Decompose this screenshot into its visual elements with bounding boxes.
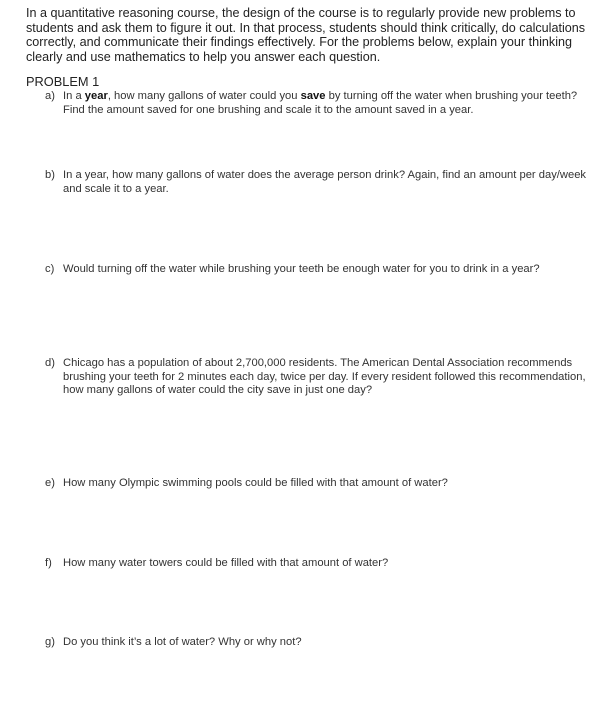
question-letter: e) xyxy=(45,477,55,489)
question-text: In a year, how many gallons of water could you save by turning off the water when brushing your teeth? Find the amount saved for one brushing and scale it to the amount saved in a year. xyxy=(63,90,578,116)
question-text: Do you think it’s a lot of water? Why or why not? xyxy=(63,636,302,648)
question-text: In a year, how many gallons of water does the average person drink? Again, find an amount per day/week and scale it to a year. xyxy=(63,169,587,195)
question-e xyxy=(45,477,597,491)
question-text: Would turning off the water while brushing your teeth be enough water for you to drink in a year? xyxy=(63,263,540,275)
question-c xyxy=(45,263,597,277)
question-letter: d) xyxy=(45,357,55,369)
question-g xyxy=(45,636,597,650)
intro-paragraph: In a quantitative reasoning course, the design of the course is to regularly provide new problems to students and ask them to figure it out. In that process, students should think critically, do calculations correctly, and communicate their findings effectively. For the problems below, explain your thinking clearly and use mathematics to help you answer each question. xyxy=(26,6,586,64)
question-text: How many Olympic swimming pools could be filled with that amount of water? xyxy=(63,477,448,489)
question-text: How many water towers could be filled with that amount of water? xyxy=(63,557,389,569)
question-text: Chicago has a population of about 2,700,000 residents. The American Dental Association recommends brushing your teeth for 2 minutes each day, twice per day. If every resident followed this recommendation, how many gallons of water could the city save in just one day? xyxy=(63,357,586,397)
question-d xyxy=(45,357,597,398)
question-letter: g) xyxy=(45,636,55,648)
question-letter: a) xyxy=(45,90,55,102)
question-letter: b) xyxy=(45,169,55,181)
problem-title: PROBLEM 1 xyxy=(26,74,100,89)
question-b xyxy=(45,169,597,196)
question-f xyxy=(45,557,597,571)
question-letter: c) xyxy=(45,263,55,275)
question-letter: f) xyxy=(45,557,52,569)
question-a xyxy=(45,90,597,117)
